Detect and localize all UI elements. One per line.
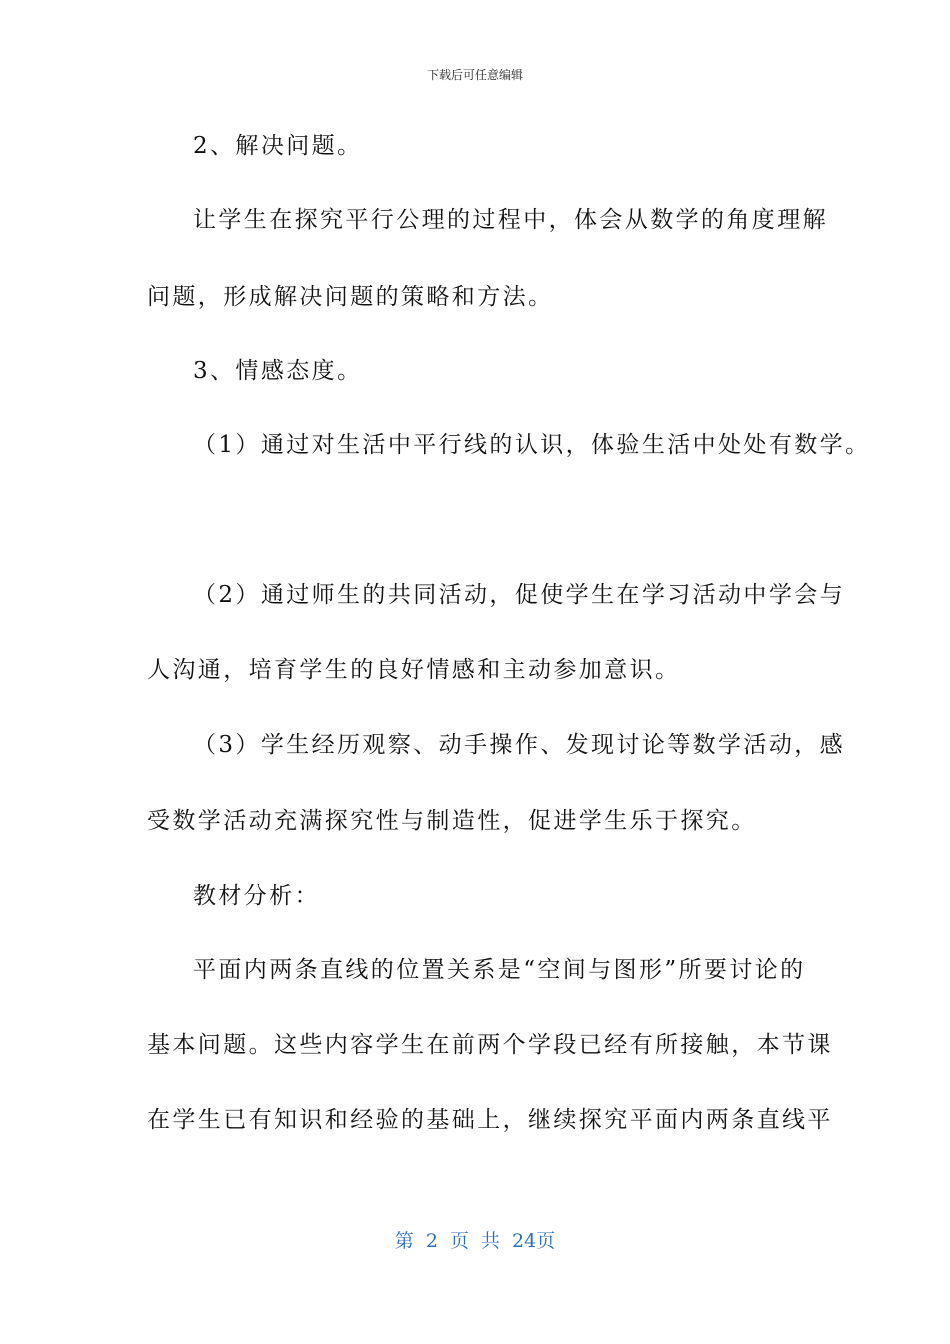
paragraph-line: 受数学活动充满探究性与制造性，促进学生乐于探究。 <box>147 808 757 834</box>
paragraph-line: 2、解决问题。 <box>193 133 363 159</box>
section-heading: 教材分析： <box>193 883 320 909</box>
paragraph-line: （1）通过对生活中平行线的认识，体验生活中处处有数学。 <box>193 432 871 458</box>
page-header: 下载后可任意编辑 <box>426 68 523 82</box>
paragraph-line: （2）通过师生的共同活动，促使学生在学习活动中学会与 <box>193 582 846 608</box>
paragraph-line: 平面内两条直线的位置关系是“空间与图形”所要讨论的 <box>193 957 806 983</box>
page-footer: 第 2 页 共 24页 <box>394 1230 556 1252</box>
paragraph-line: 在学生已有知识和经验的基础上，继续探究平面内两条直线平 <box>147 1107 833 1133</box>
paragraph-line: 让学生在探究平行公理的过程中，体会从数学的角度理解 <box>193 207 828 233</box>
paragraph-line: 基本问题。这些内容学生在前两个学段已经有所接触，本节课 <box>147 1032 833 1058</box>
paragraph-line: 人沟通，培育学生的良好情感和主动参加意识。 <box>147 657 681 683</box>
paragraph-line: （3）学生经历观察、动手操作、发现讨论等数学活动，感 <box>193 732 846 758</box>
paragraph-line: 问题，形成解决问题的策略和方法。 <box>147 284 554 310</box>
paragraph-line: 3、情感态度。 <box>193 358 363 384</box>
